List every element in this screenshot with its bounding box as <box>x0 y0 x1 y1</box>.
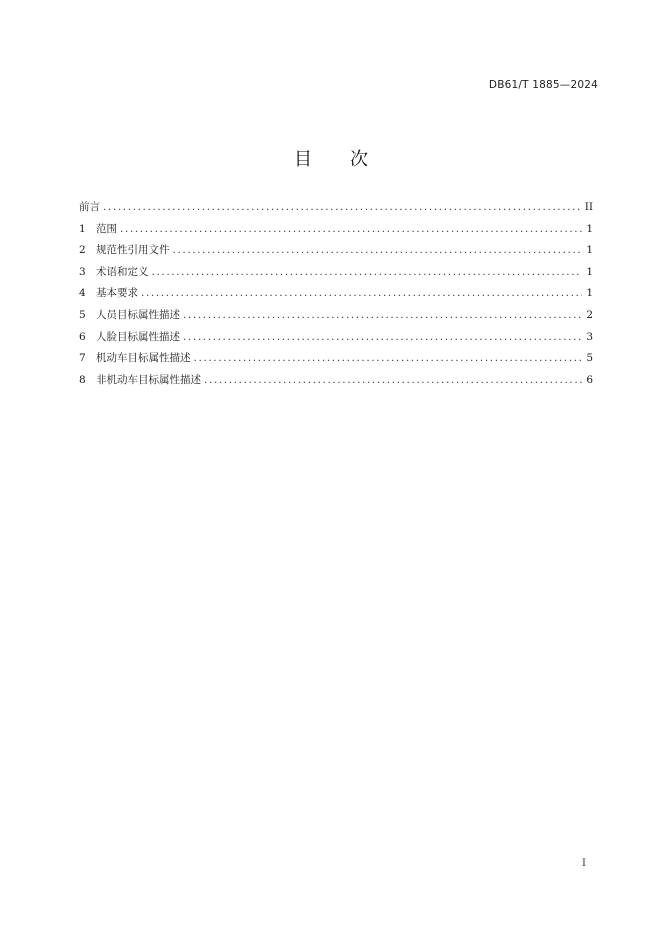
toc-item-page: 1 <box>586 244 593 257</box>
toc-item-page: II <box>584 201 593 213</box>
toc-item-person-attributes[interactable] <box>79 305 593 327</box>
toc-item-face-attributes[interactable] <box>79 327 593 349</box>
toc-leader-dots <box>141 283 582 305</box>
toc-item-label: 基本要求 <box>96 287 138 300</box>
toc-item-page: 2 <box>586 308 593 321</box>
toc-item-page: 1 <box>586 287 593 300</box>
toc-item-label: 非机动车目标属性描述 <box>96 373 201 386</box>
toc-item-non-motor-vehicle-attributes[interactable] <box>79 370 593 392</box>
toc-item-terms-definitions[interactable] <box>79 262 593 284</box>
toc-item-scope[interactable] <box>79 219 593 241</box>
toc-item-foreword[interactable] <box>79 197 593 219</box>
toc-item-number: 7 <box>79 352 86 365</box>
toc-leader-dots <box>183 327 582 349</box>
toc-item-basic-requirements[interactable] <box>79 283 593 305</box>
toc-item-number: 6 <box>79 330 86 343</box>
document-code: DB61/T 1885—2024 <box>488 79 598 91</box>
toc-item-page: 3 <box>586 330 593 343</box>
toc-leader-dots <box>173 240 583 262</box>
toc-leader-dots <box>194 348 583 370</box>
toc-item-label: 前言 <box>79 201 100 213</box>
toc-item-number: 1 <box>79 222 86 235</box>
title-part-1: 目 <box>294 149 312 170</box>
toc-item-label: 规范性引用文件 <box>96 244 170 257</box>
title-part-2: 次 <box>350 149 368 170</box>
toc-item-number: 2 <box>79 244 86 257</box>
toc-item-number: 8 <box>79 373 86 386</box>
toc-item-label: 范围 <box>96 222 117 235</box>
toc-item-label: 机动车目标属性描述 <box>96 352 191 365</box>
toc-leader-dots <box>152 262 583 284</box>
page-title <box>0 145 662 171</box>
toc-leader-dots <box>183 305 582 327</box>
table-of-contents <box>79 197 593 391</box>
toc-item-page: 1 <box>586 222 593 235</box>
toc-item-page: 6 <box>586 373 593 386</box>
toc-item-label: 人员目标属性描述 <box>96 308 180 321</box>
page-number: I <box>582 858 586 869</box>
toc-leader-dots <box>103 197 581 219</box>
toc-item-normative-references[interactable] <box>79 240 593 262</box>
toc-item-number: 4 <box>79 287 86 300</box>
toc-leader-dots <box>120 219 582 241</box>
toc-leader-dots <box>204 370 582 392</box>
toc-item-page: 5 <box>586 352 593 365</box>
toc-item-number: 3 <box>79 265 86 278</box>
toc-item-page: 1 <box>586 265 593 278</box>
toc-item-motor-vehicle-attributes[interactable] <box>79 348 593 370</box>
toc-item-number: 5 <box>79 308 86 321</box>
toc-item-label: 人脸目标属性描述 <box>96 330 180 343</box>
toc-item-label: 术语和定义 <box>96 265 149 278</box>
